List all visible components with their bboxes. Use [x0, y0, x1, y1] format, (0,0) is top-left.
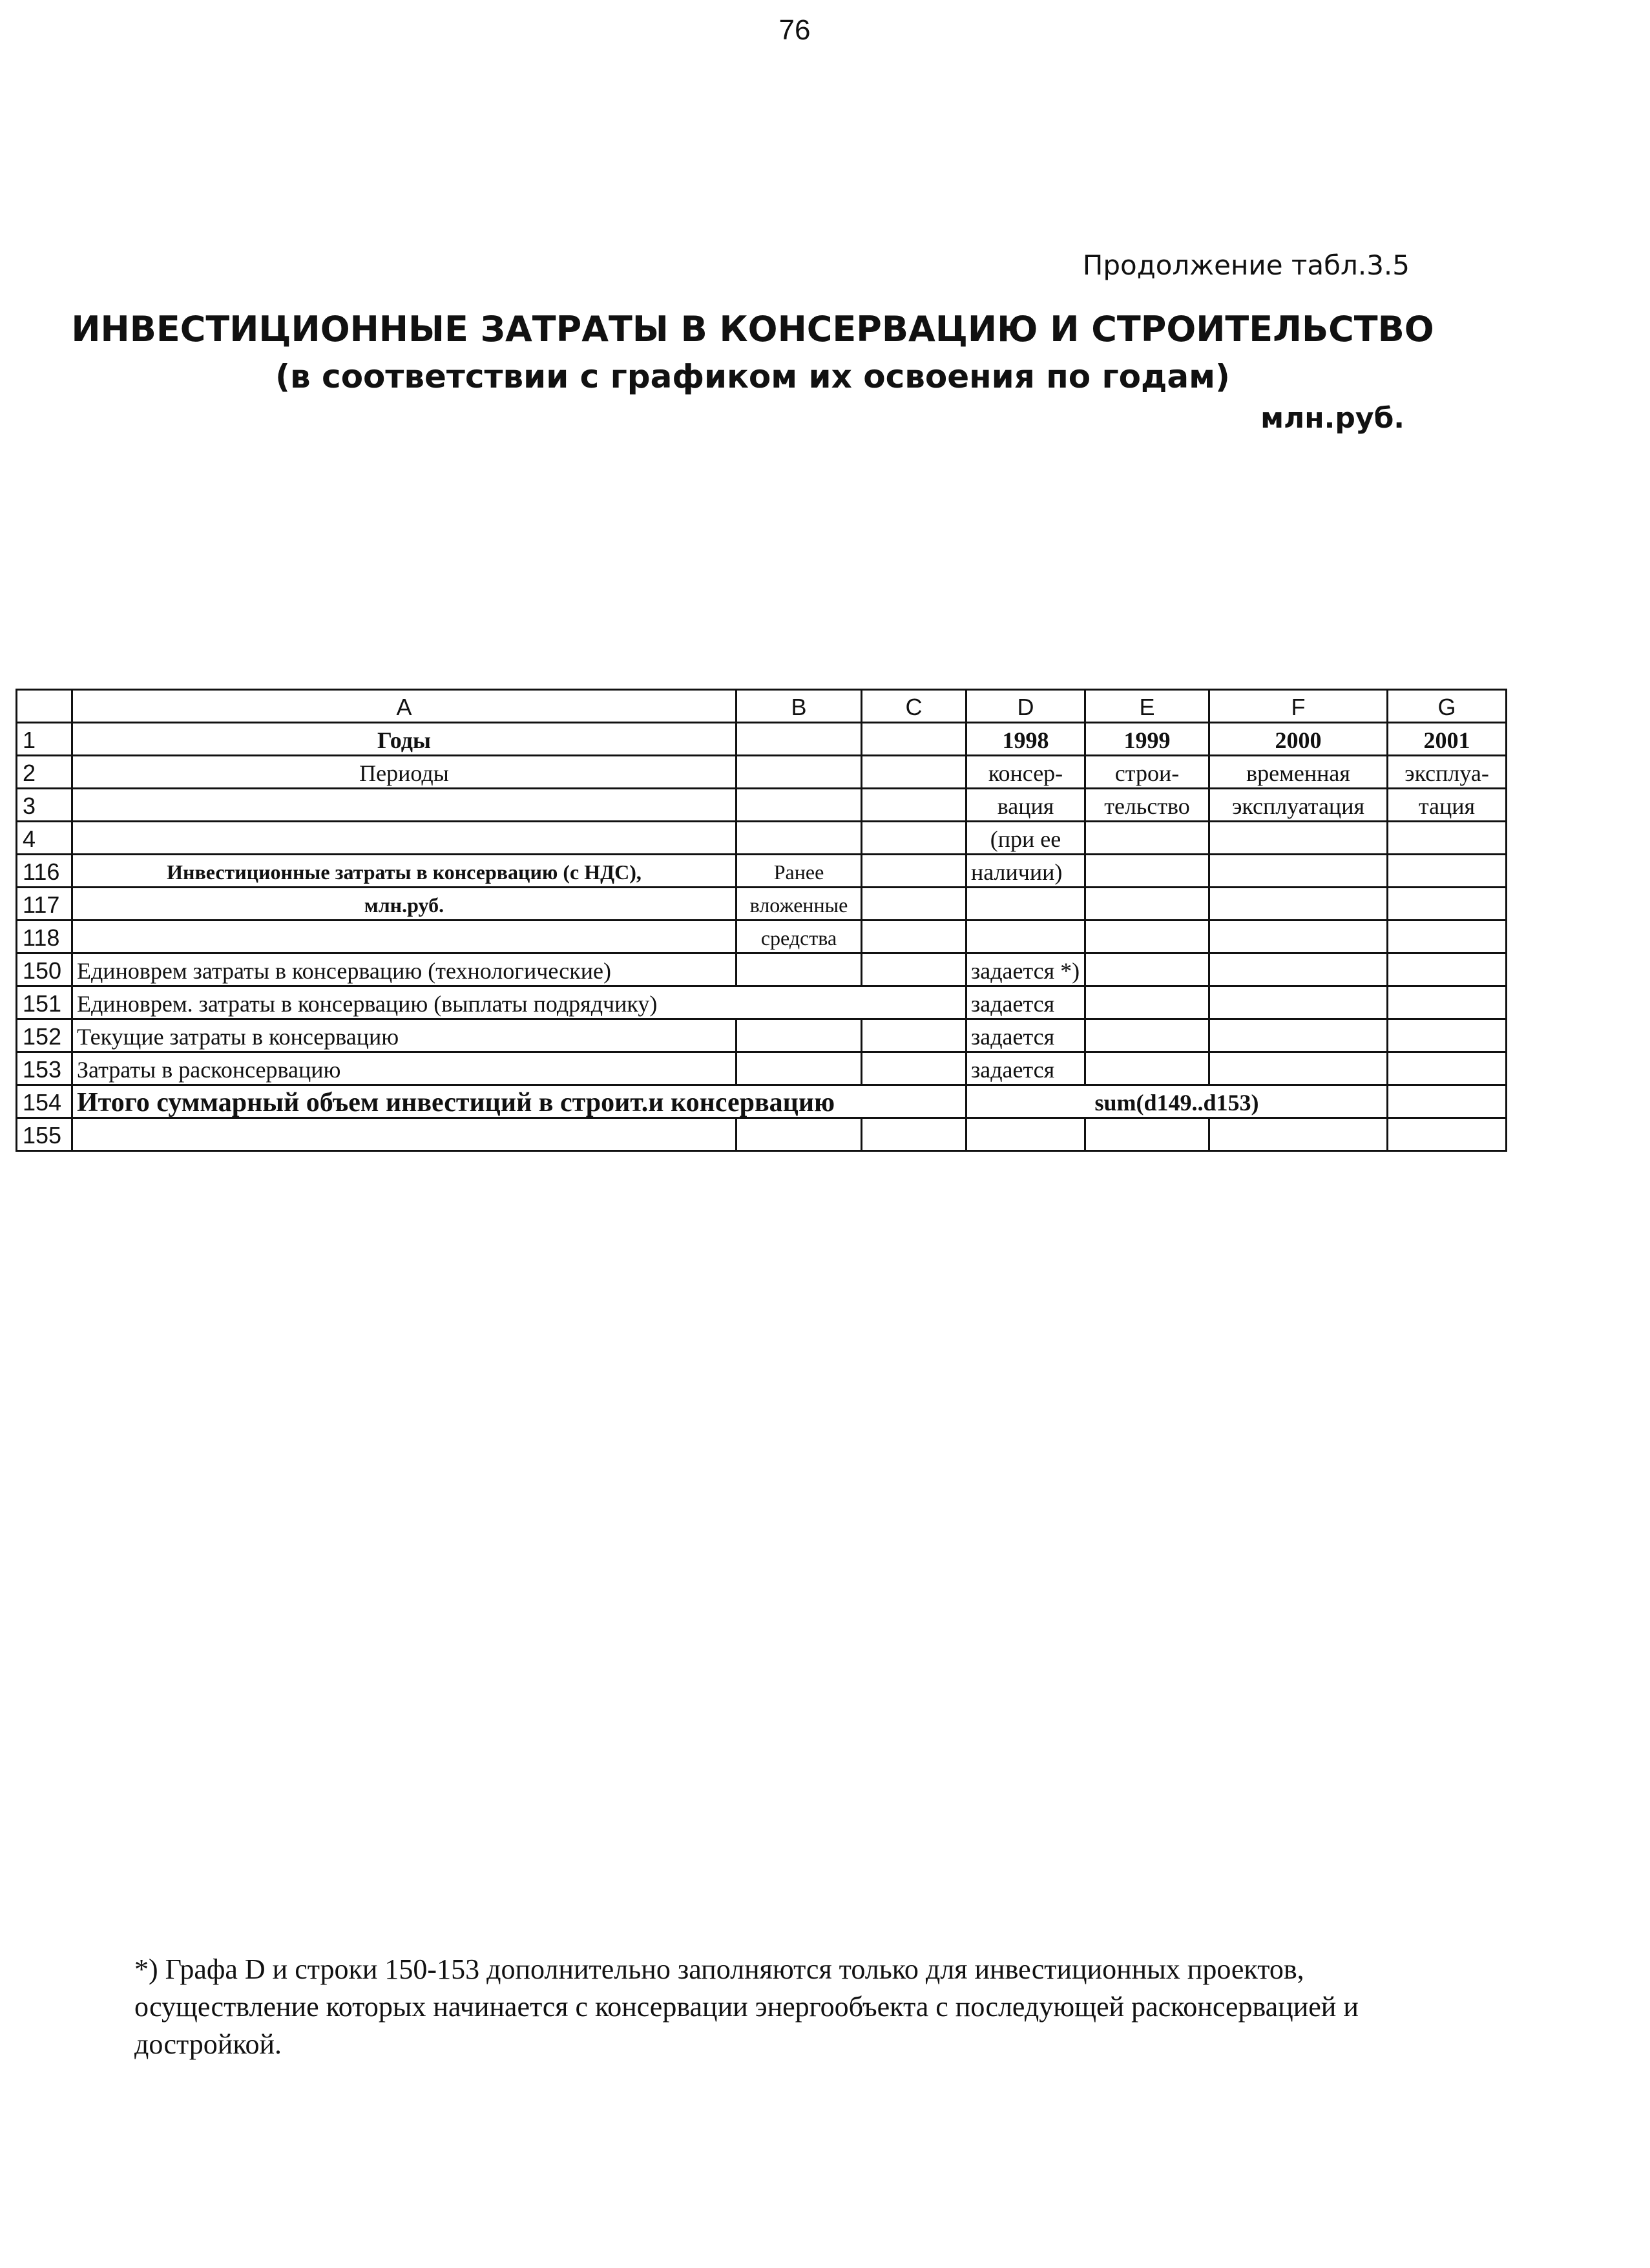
empty-cell — [1388, 986, 1507, 1019]
period-d-line3: (при ее — [966, 822, 1085, 855]
column-header-d: D — [966, 690, 1085, 723]
empty-cell — [736, 723, 862, 756]
table-row — [17, 1118, 1507, 1151]
empty-cell — [862, 1052, 966, 1085]
table-row — [17, 789, 1507, 822]
empty-cell — [966, 1118, 1085, 1151]
empty-cell — [1388, 888, 1507, 921]
row-number: 117 — [17, 888, 72, 921]
row-number: 153 — [17, 1052, 72, 1085]
row-number: 1 — [17, 723, 72, 756]
column-header-b: B — [736, 690, 862, 723]
empty-cell — [1209, 1019, 1388, 1052]
row-154-total-label: Итого суммарный объем инвестиций в строит.и консервацию — [72, 1085, 966, 1118]
footnote: *) Графа D и строки 150-153 дополнительно заполняются только для инвестиционных проектов, осуществление которых начинается с консервации энергообъекта с последующей расконсервацией и достройкой. — [134, 1953, 1359, 2060]
empty-cell — [862, 1118, 966, 1151]
table-row — [17, 723, 1507, 756]
empty-cell — [1085, 921, 1209, 953]
table-row — [17, 888, 1507, 921]
period-e-line1: строи- — [1085, 756, 1209, 789]
period-f-line1: временная — [1209, 756, 1388, 789]
earlier-invested-line2: вложенные — [736, 888, 862, 921]
empty-cell — [966, 921, 1085, 953]
empty-cell — [1209, 921, 1388, 953]
empty-cell — [1388, 855, 1507, 888]
row-151-value: задается — [966, 986, 1085, 1019]
row-154-sum-formula: sum(d149..d153) — [966, 1085, 1388, 1118]
empty-cell — [862, 1019, 966, 1052]
row-number: 150 — [17, 953, 72, 986]
column-header-e: E — [1085, 690, 1209, 723]
row-153-label: Затраты в расконсервацию — [72, 1052, 736, 1085]
empty-cell — [1209, 1118, 1388, 1151]
year-1999: 1999 — [1085, 723, 1209, 756]
corner-cell — [17, 690, 72, 723]
table-row — [17, 986, 1507, 1019]
year-2001: 2001 — [1388, 723, 1507, 756]
column-header-a: A — [72, 690, 736, 723]
row-150-value: задается *) — [966, 953, 1085, 986]
table-row — [17, 855, 1507, 888]
column-header-f: F — [1209, 690, 1388, 723]
empty-cell — [1085, 1118, 1209, 1151]
empty-cell — [1085, 986, 1209, 1019]
empty-cell — [862, 723, 966, 756]
column-header-g: G — [1388, 690, 1507, 723]
empty-cell — [1085, 855, 1209, 888]
row-150-label: Единоврем затраты в консервацию (технологические) — [72, 953, 736, 986]
empty-cell — [1388, 1085, 1507, 1118]
empty-cell — [736, 953, 862, 986]
table-row — [17, 1052, 1507, 1085]
empty-cell — [1209, 888, 1388, 921]
empty-cell — [966, 888, 1085, 921]
empty-cell — [1209, 822, 1388, 855]
investment-label-line1: Инвестиционные затраты в консервацию (с НДС), — [72, 855, 736, 888]
page-number: 76 — [778, 14, 811, 46]
spreadsheet-table — [16, 689, 1507, 1152]
table-continuation-label: Продолжение табл.3.5 — [1082, 249, 1410, 281]
row-152-value: задается — [966, 1019, 1085, 1052]
period-e-line2: тельство — [1085, 789, 1209, 822]
periods-label: Периоды — [72, 756, 736, 789]
empty-cell — [1085, 822, 1209, 855]
period-d-line2: вация — [966, 789, 1085, 822]
empty-cell — [1209, 953, 1388, 986]
row-152-label: Текущие затраты в консервацию — [72, 1019, 736, 1052]
row-number: 4 — [17, 822, 72, 855]
row-number: 118 — [17, 921, 72, 953]
empty-cell — [862, 888, 966, 921]
row-number: 2 — [17, 756, 72, 789]
units-label: млн.руб. — [1260, 402, 1405, 435]
empty-cell — [862, 756, 966, 789]
earlier-invested-line3: средства — [736, 921, 862, 953]
row-number: 3 — [17, 789, 72, 822]
empty-cell — [862, 921, 966, 953]
year-1998: 1998 — [966, 723, 1085, 756]
column-header-row — [17, 690, 1507, 723]
earlier-invested-line1: Ранее — [736, 855, 862, 888]
row-153-value: задается — [966, 1052, 1085, 1085]
table-row — [17, 921, 1507, 953]
empty-cell — [72, 921, 736, 953]
empty-cell — [1388, 822, 1507, 855]
empty-cell — [1388, 1019, 1507, 1052]
row-number: 152 — [17, 1019, 72, 1052]
row-number: 154 — [17, 1085, 72, 1118]
empty-cell — [1388, 1118, 1507, 1151]
row-number: 151 — [17, 986, 72, 1019]
table-row — [17, 953, 1507, 986]
period-f-line2: эксплуатация — [1209, 789, 1388, 822]
empty-cell — [736, 1019, 862, 1052]
empty-cell — [736, 1118, 862, 1151]
empty-cell — [862, 789, 966, 822]
table-row — [17, 1085, 1507, 1118]
investment-label-line2: млн.руб. — [72, 888, 736, 921]
document-subtitle: (в соответствии с графиком их освоения по годам) — [275, 358, 1230, 395]
table-row — [17, 822, 1507, 855]
period-g-line1: эксплуа- — [1388, 756, 1507, 789]
row-number: 155 — [17, 1118, 72, 1151]
empty-cell — [862, 822, 966, 855]
empty-cell — [1388, 953, 1507, 986]
row-151-label: Единоврем. затраты в консервацию (выплаты подрядчику) — [72, 986, 966, 1019]
empty-cell — [862, 855, 966, 888]
empty-cell — [736, 1052, 862, 1085]
empty-cell — [1085, 1052, 1209, 1085]
year-2000: 2000 — [1209, 723, 1388, 756]
empty-cell — [736, 756, 862, 789]
empty-cell — [1209, 855, 1388, 888]
years-label: Годы — [72, 723, 736, 756]
table-row — [17, 756, 1507, 789]
row-number: 116 — [17, 855, 72, 888]
empty-cell — [72, 822, 736, 855]
empty-cell — [1085, 1019, 1209, 1052]
empty-cell — [736, 789, 862, 822]
period-d-line4: наличии) — [966, 855, 1085, 888]
empty-cell — [72, 789, 736, 822]
empty-cell — [862, 953, 966, 986]
empty-cell — [736, 822, 862, 855]
empty-cell — [1209, 986, 1388, 1019]
empty-cell — [1209, 1052, 1388, 1085]
empty-cell — [72, 1118, 736, 1151]
table-row — [17, 1019, 1507, 1052]
empty-cell — [1085, 953, 1209, 986]
period-g-line2: тация — [1388, 789, 1507, 822]
empty-cell — [1388, 1052, 1507, 1085]
period-d-line1: консер- — [966, 756, 1085, 789]
empty-cell — [1388, 921, 1507, 953]
document-title: ИНВЕСТИЦИОННЫЕ ЗАТРАТЫ В КОНСЕРВАЦИЮ И СТРОИТЕЛЬСТВО — [71, 309, 1434, 349]
empty-cell — [1085, 888, 1209, 921]
column-header-c: C — [862, 690, 966, 723]
